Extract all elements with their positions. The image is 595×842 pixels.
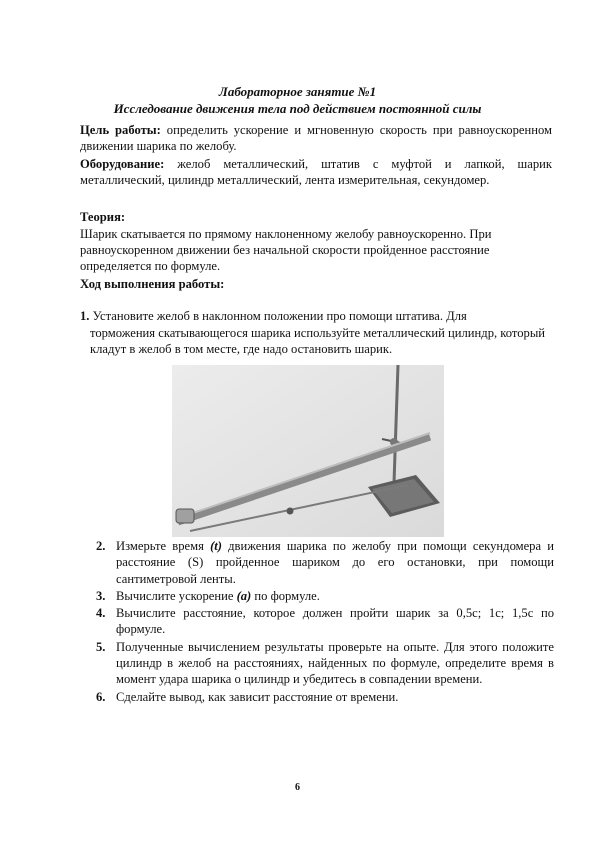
apparatus-photo	[172, 365, 444, 537]
theory-heading: Теория:	[80, 210, 126, 224]
procedure-heading: Ход выполнения работы:	[80, 277, 225, 291]
goal-text: определить ускорение и мгновенную скорость при равноускоренном движении шарика по желобу.	[80, 123, 552, 153]
step-number: 2.	[96, 539, 106, 553]
step-text: Вычислите ускорение	[116, 588, 237, 603]
step-text: Вычислите расстояние, которое должен пройти шарик за 0,5с; 1с; 1,5с по формуле.	[116, 606, 554, 637]
step-variable: (a)	[236, 588, 252, 603]
step-number: 3.	[96, 588, 106, 603]
equipment-label: Оборудование:	[80, 157, 165, 171]
step-item	[96, 588, 554, 604]
document-subtitle: Исследование движения тела под действием постоянной силы	[113, 101, 482, 116]
step-number: 4.	[96, 606, 106, 621]
document-title: Лабораторное занятие №1	[218, 84, 377, 99]
step-item	[96, 639, 554, 688]
apparatus-illustration	[172, 365, 444, 537]
step-number: 6.	[96, 689, 106, 704]
page-number: 6	[295, 782, 300, 793]
equipment-text: желоб металлический, штатив с муфтой и лапкой, шарик металлический, цилиндр металлический, лента измерительная, секундомер.	[80, 157, 552, 187]
step-text: Сделайте вывод, как зависит расстояние от времени.	[116, 689, 399, 704]
theory-paragraph: Шарик скатывается по прямому наклоненному желобу равноускоренно. При равноускоренном движении без начальной скорости пройденное расстояние определяется по формуле.	[80, 227, 492, 273]
step-text-rest: движения шарика по желобу при помощи секундомера и расстояние (S) пройденное шариком до его остановки, при помощи сантиметровой ленты.	[116, 539, 554, 586]
goal-paragraph	[80, 122, 552, 154]
step-text-continuation: торможения скатывающегося шарика используйте металлический цилиндр, который кладут в желоб в том месте, где надо остановить шарик.	[90, 325, 546, 356]
procedure-list	[96, 538, 554, 706]
step-text: Полученные вычислением результаты проверьте на опыте. Для этого положите цилиндр в желоб на расстояниях, найденных по формуле, определите время в момент удара шарика о цилиндр и убедитесь в совпадении времени.	[116, 639, 554, 687]
step-text-rest: по формуле.	[251, 588, 320, 603]
step-number: 5.	[96, 639, 106, 654]
step-item	[96, 538, 554, 587]
step-text: Измерьте время	[116, 539, 211, 553]
step-item	[96, 605, 554, 638]
step-item	[80, 308, 552, 358]
step-item	[96, 689, 554, 705]
goal-label: Цель работы:	[80, 123, 161, 137]
step-variable: (t)	[210, 539, 222, 553]
step-number: 1.	[80, 309, 90, 323]
equipment-paragraph	[80, 156, 552, 188]
step-text: Установите желоб в наклонном положении про помощи штатива. Для	[89, 309, 467, 323]
